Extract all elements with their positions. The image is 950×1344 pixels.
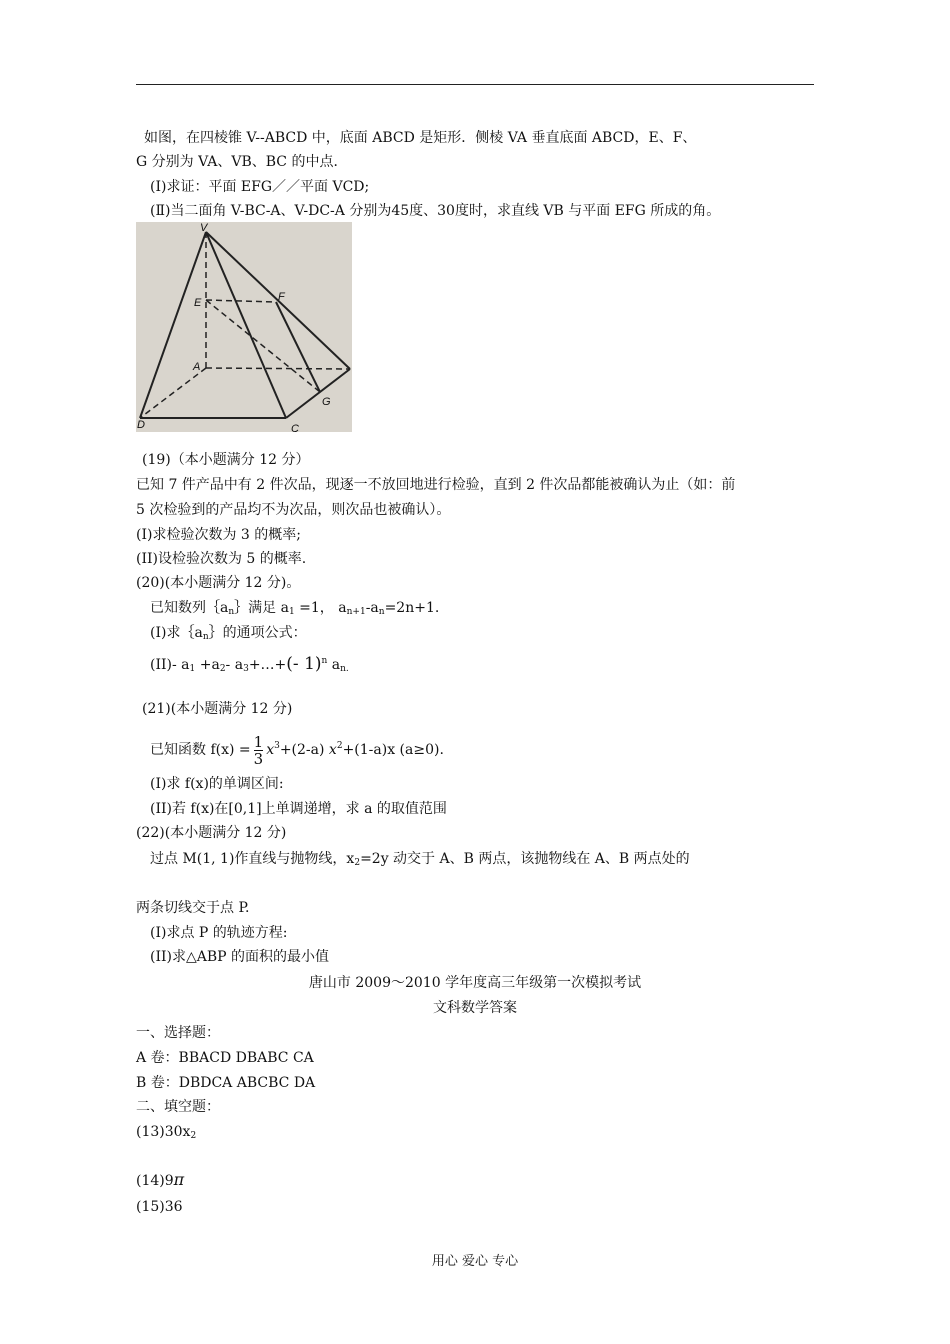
p20-part2: (II)- $a_1 +a_2-$ $a_3+\dots+(-$ 1)$^n$ $a_{n.}$ — [150, 654, 349, 674]
answer-14: (14)9π — [136, 1170, 185, 1189]
p21-part2: (II)若 f(x)在[0,1]上单调递增，求 a 的取值范围 — [150, 801, 447, 817]
p22-part1: (I)求点 P 的轨迹方程: — [150, 925, 288, 941]
answers-title: 唐山市 2009～2010 学年度高三年级第一次模拟考试 — [308, 975, 642, 991]
p19-line2: 5 次检验到的产品均不为次品，则次品也被确认）。 — [136, 502, 451, 518]
p20-given: 已知数列$\{a_n\}$满足 $a_1 =1$， $a_{n+1}-a_n=2n+1$. — [150, 600, 440, 617]
answers-vol-b: B 卷：DBDCA ABCBC DA — [136, 1075, 316, 1091]
p21-given: 已知函数 f(x) = $\frac{1}{3}$ $x^3+(2-a)$ $x^2+(1-a)x$ (a≥0). — [150, 732, 444, 768]
fraction-one-third: $\frac{1}{3}$ — [253, 732, 264, 768]
p19-line1: 已知 7 件产品中有 2 件次品，现逐一不放回地进行检验，直到 2 件次品都能被确认为止（如：前 — [136, 477, 736, 493]
edge-VD — [140, 232, 206, 418]
p19-heading: (19)（本小题满分 12 分） — [142, 452, 310, 468]
section-fill: 二、填空题： — [136, 1099, 220, 1115]
p18-part1: (I)求证：平面 EFG／／平面 VCD; — [150, 179, 370, 195]
pyramid-figure — [136, 222, 352, 432]
p20-heading: (20)(本小题满分 12 分)。 — [136, 575, 301, 591]
p21-part1: (I)求 f(x)的单调区间: — [150, 776, 284, 792]
label-V: V — [200, 222, 208, 234]
p20-part1: (I)求$\{a_n\}$的通项公式： — [150, 625, 307, 642]
p21-heading: (21)(本小题满分 12 分) — [142, 701, 293, 717]
pyramid-diagram — [136, 222, 352, 432]
edge-CB — [286, 369, 350, 418]
p22-line1: 过点 M(1, 1)作直线与抛物线，$x_2=2y$ 动交于 A、B 两点，该抛物线在 A、B 两点处的 — [150, 851, 690, 868]
label-F: F — [278, 291, 285, 303]
section-choice: 一、选择题： — [136, 1025, 220, 1041]
p19-part1: (I)求检验次数为 3 的概率; — [136, 527, 301, 543]
answer-15: (15)36 — [136, 1199, 183, 1215]
label-G: G — [322, 396, 331, 408]
edge-FG — [276, 302, 320, 392]
p22-line2: 两条切线交于点 P. — [136, 900, 250, 916]
p22-heading: (22)(本小题满分 12 分) — [136, 825, 287, 841]
header-rule — [136, 84, 814, 85]
edge-AB — [206, 368, 350, 369]
answer-13: $(13)30x_2$ — [136, 1124, 197, 1141]
edge-EG — [206, 300, 320, 392]
p19-part2: (II)设检验次数为 5 的概率. — [136, 551, 307, 567]
edge-VC — [206, 232, 286, 418]
label-C: C — [291, 423, 299, 432]
edge-EF — [206, 300, 276, 302]
p18-part2: (Ⅱ)当二面角 V-BC-A、V-DC-A 分别为45度、30度时，求直线 VB 与平面 EFG 所成的角。 — [150, 203, 721, 219]
label-E: E — [194, 297, 202, 309]
answers-subtitle: 文科数学答案 — [433, 1000, 517, 1016]
label-D: D — [137, 419, 145, 431]
page-footer: 用心 爱心 专心 — [431, 1254, 519, 1269]
p18-line1: 如图，在四棱锥 V--ABCD 中，底面 ABCD 是矩形．侧棱 VA 垂直底面 ABCD，E、F、 — [144, 130, 697, 146]
p22-part2: (II)求△ABP 的面积的最小值 — [150, 949, 330, 965]
answers-vol-a: A 卷：BBACD DBABC CA — [136, 1050, 314, 1066]
label-A: A — [193, 361, 201, 373]
p18-line2: G 分别为 VA、VB、BC 的中点． — [136, 154, 348, 170]
